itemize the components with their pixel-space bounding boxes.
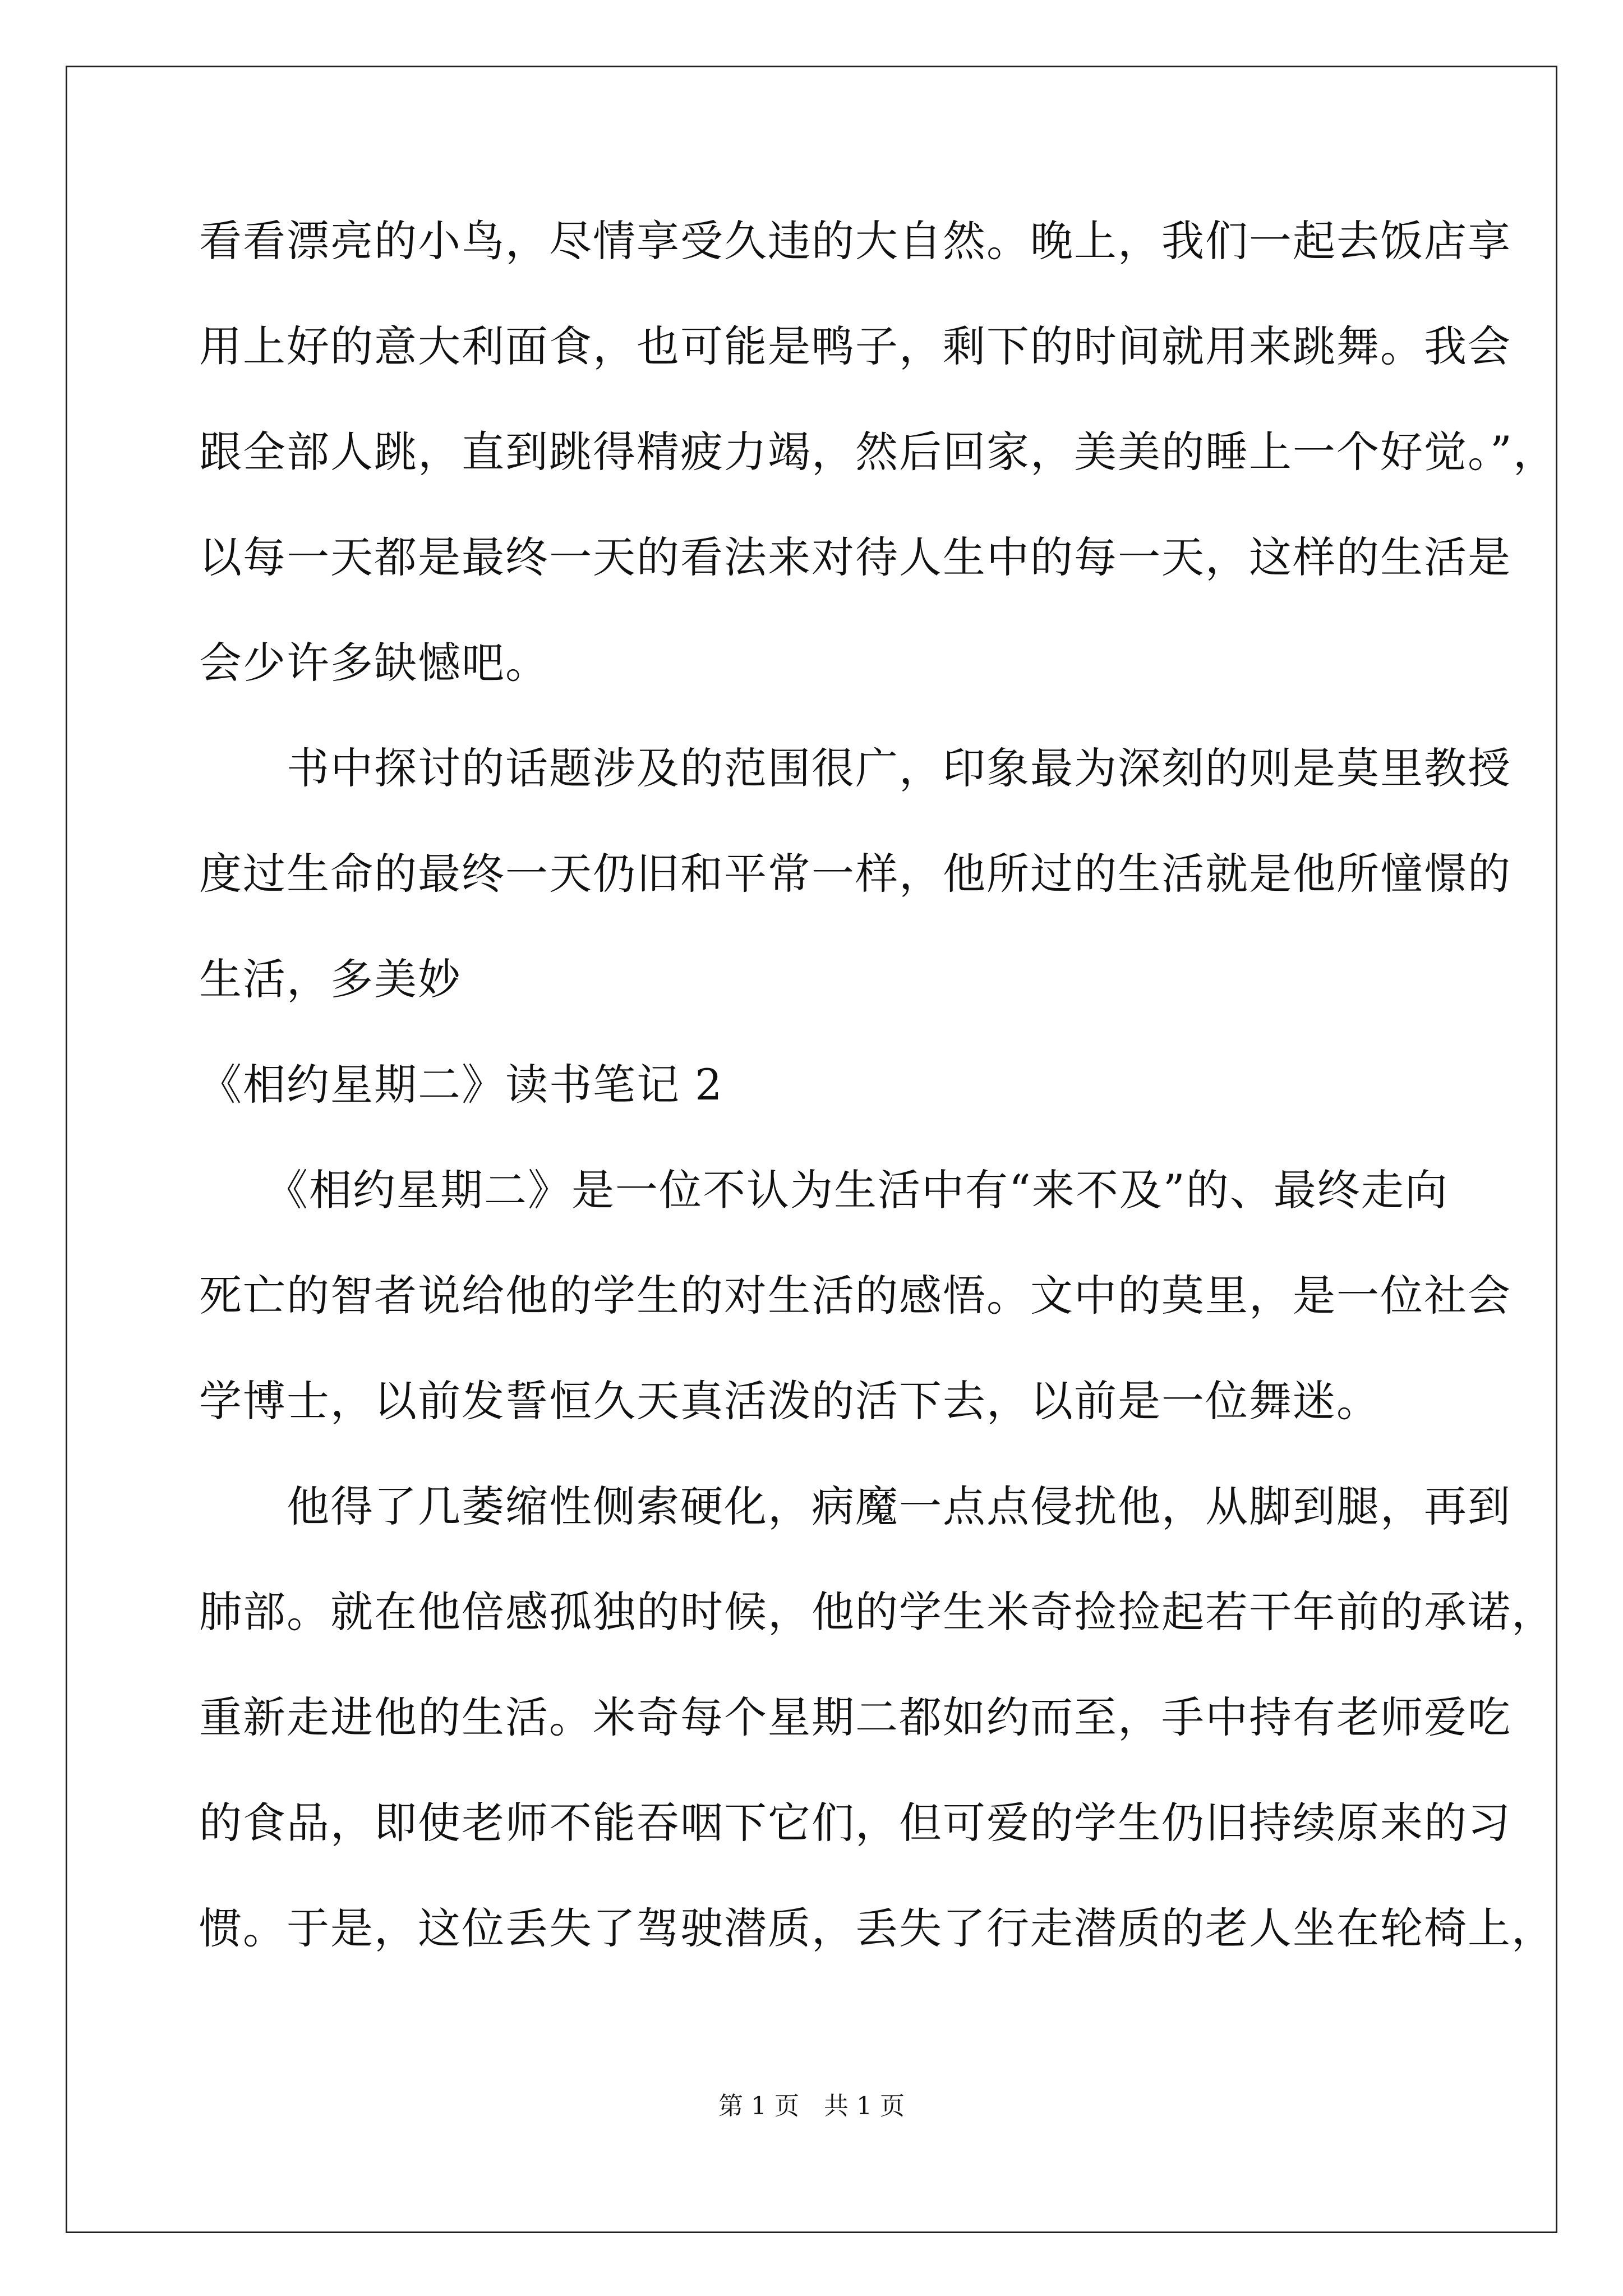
text-line: 用上好的意大利面食，也可能是鸭子，剩下的时间就用来跳舞。我会 — [199, 321, 1511, 371]
text-line: 生活，多美妙 — [199, 954, 462, 1004]
text-line: 《相约星期二》是一位不认为生活中有“来不及”的、最终走向 — [199, 1165, 1449, 1215]
text-line: 他得了几萎缩性侧索硬化，病魔一点点侵扰他，从脚到腿，再到 — [199, 1481, 1511, 1531]
page-number: 第 1 页 共 1 页 — [718, 2092, 905, 2120]
text-line: 书中探讨的话题涉及的范围很广，印象最为深刻的则是莫里教授 — [199, 743, 1511, 793]
text-line: 肺部。就在他倍感孤独的时候，他的学生米奇捡捡起若干年前的承诺， — [199, 1587, 1555, 1637]
text-line: 看看漂亮的小鸟，尽情享受久违的大自然。晚上，我们一起去饭店享 — [199, 216, 1511, 266]
text-line: 度过生命的最终一天仍旧和平常一样，他所过的生活就是他所憧憬的 — [199, 849, 1511, 899]
text-line: 学博士，以前发誓恒久天真活泼的活下去，以前是一位舞迷。 — [199, 1376, 1380, 1426]
text-line: 会少许多缺憾吧。 — [199, 638, 549, 688]
text-line: 重新走进他的生活。米奇每个星期二都如约而至，手中持有老师爱吃 — [199, 1692, 1511, 1742]
text-line: 跟全部人跳，直到跳得精疲力竭，然后回家，美美的睡上一个好觉。”， — [199, 427, 1557, 477]
section-heading: 《相约星期二》读书笔记 2 — [199, 1060, 723, 1110]
text-line: 以每一天都是最终一天的看法来对待人生中的每一天，这样的生活是 — [199, 532, 1511, 582]
text-line: 的食品，即使老师不能吞咽下它们，但可爱的学生仍旧持续原来的习 — [199, 1798, 1511, 1848]
text-line: 死亡的智者说给他的学生的对生活的感悟。文中的莫里，是一位社会 — [199, 1271, 1511, 1320]
text-line: 惯。于是，这位丢失了驾驶潜质，丢失了行走潜质的老人坐在轮椅上， — [199, 1903, 1555, 1953]
